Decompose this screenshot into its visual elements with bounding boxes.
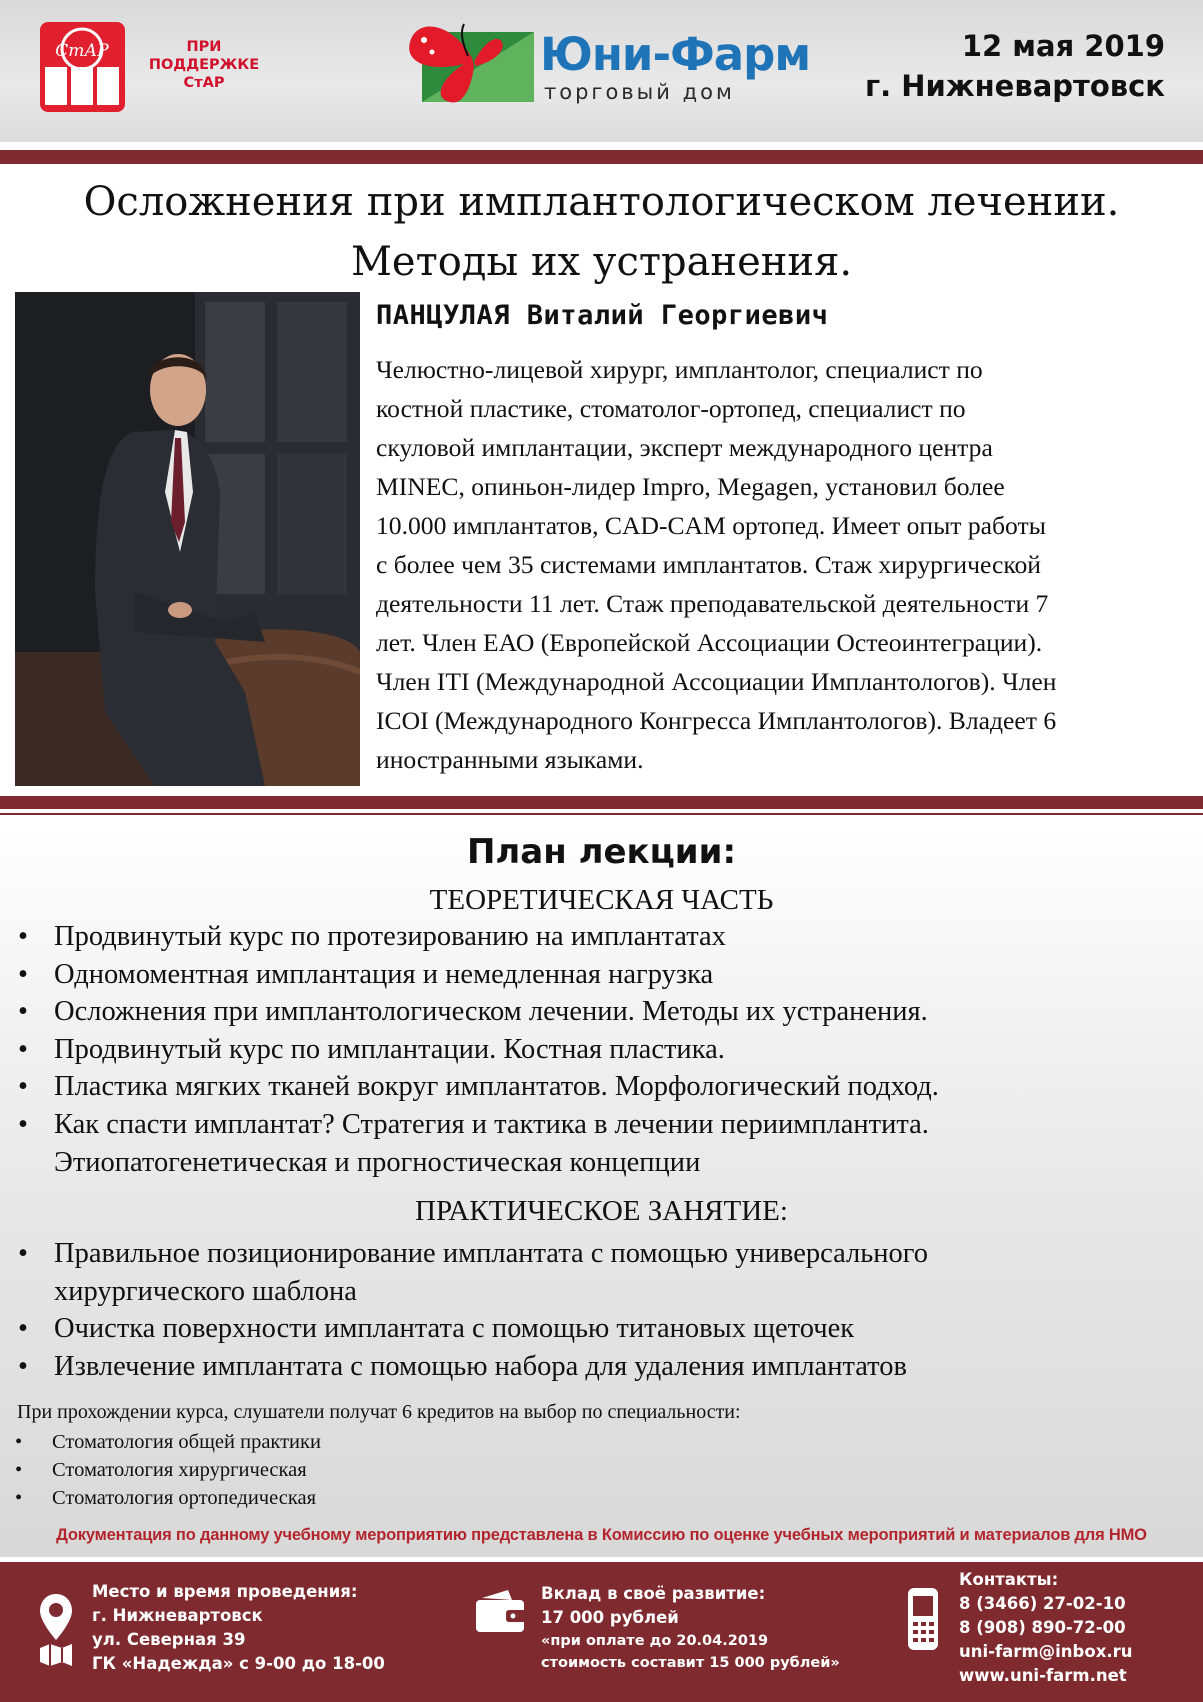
event-city: г. Нижневартовск [864,69,1165,103]
star-logo-icon [40,22,125,112]
butterfly-logo-icon [402,12,538,112]
venue-line: г. Нижневартовск [92,1606,263,1625]
bio-line: ICOI (Международного Конгресса Имплантологов). Владеет 6 [376,706,1057,735]
list-item: • Очистка поверхности имплантата с помощью титановых щеточек [18,1310,1188,1348]
list-item: • Как спасти имплантат? Стратегия и тактика в лечении периимплантита. Этиопатогенетическая и прогностическая концепции [18,1106,1188,1181]
lecture-title-line: Методы их устранения. [350,239,853,285]
contacts-info [959,1568,1132,1688]
list-item: • Правильное позиционирование имплантата с помощью универсального хирургического шаблона [18,1235,1188,1310]
page-footer [0,1562,1203,1702]
bio-line: иностранными языками. [376,745,644,774]
venue-info [92,1580,385,1676]
theory-heading: ТЕОРЕТИЧЕСКАЯ ЧАСТЬ [429,884,774,916]
list-item: • Извлечение имплантата с помощью набора для удаления имплантатов [18,1348,1188,1386]
speaker-name: ПАНЦУЛАЯ Виталий Георгиевич [376,300,829,331]
page-header [0,0,1203,142]
lecture-title [0,172,1203,292]
theory-list [18,918,1188,1181]
venue-label: Место и время проведения: [92,1582,358,1601]
brand-subtitle: торговый дом [544,80,735,104]
list-item: • Продвинутый курс по протезированию на имплантатах [18,918,1188,956]
list-item: • Осложнения при имплантологическом лечении. Методы их устранения. [18,993,1188,1031]
list-item: • Стоматология общей практики [15,1428,321,1456]
bio-line: скуловой имплантации, эксперт международного центра [376,433,993,462]
venue-line: ул. Северная 39 [92,1630,246,1649]
fee-label: Вклад в своё развитие: [541,1584,766,1603]
wallet-icon [474,1588,526,1634]
bio-line: костной пластике, стоматолог-ортопед, специалист по [376,394,966,423]
list-item: • Стоматология хирургическая [15,1456,321,1484]
list-item: • Стоматология ортопедическая [15,1484,321,1512]
lecture-title-line: Осложнения при имплантологическом лечении. [83,179,1120,225]
list-item: • Пластика мягких тканей вокруг имплантатов. Морфологический подход. [18,1068,1188,1106]
support-text: ПРИ ПОДДЕРЖКЕ СтАР [148,39,260,91]
top-divider [0,150,1203,164]
location-pin-icon [38,1592,74,1668]
bio-line: 10.000 имплантатов, CAD-CAM ортопед. Имеет опыт работы [376,511,1046,540]
svg-text:СтАР: СтАР [55,41,109,61]
venue-line: ГК «Надежда» с 9-00 до 18-00 [92,1654,385,1673]
bio-line: MINEC, опиньон-лидер Impro, Megagen, установил более [376,472,1005,501]
brand-name: Юни-Фарм [540,28,811,81]
list-item: • Одномоментная имплантация и немедленная нагрузка [18,956,1188,994]
phone-number[interactable]: 8 (3466) 27-02-10 [959,1594,1126,1613]
phone-number[interactable]: 8 (908) 890-72-00 [959,1618,1126,1637]
website-link[interactable]: www.uni-farm.net [959,1666,1127,1685]
credits-list [15,1428,321,1512]
practice-list [18,1235,1188,1385]
speaker-bio [376,350,1191,779]
email-link[interactable]: uni-farm@inbox.ru [959,1642,1133,1661]
bio-line: Челюстно-лицевой хирург, имплантолог, специалист по [376,355,983,384]
fee-note-line: «при оплате до 20.04.2019 [541,1633,769,1649]
bio-line: деятельности 11 лет. Стаж преподавательской деятельности 7 [376,589,1049,618]
bio-line: с более чем 35 системами имплантатов. Стаж хирургической [376,550,1041,579]
mobile-phone-icon [906,1586,940,1652]
event-date-location [865,26,1165,106]
fee-note-line: стоимость составит 15 000 рублей» [541,1655,840,1671]
fee-amount: 17 000 рублей [541,1608,679,1627]
credits-intro: При прохождении курса, слушатели получат 6 кредитов на выбор по специальности: [17,1401,741,1423]
list-item: • Продвинутый курс по имплантации. Костная пластика. [18,1031,1188,1069]
nmo-note: Документация по данному учебному мероприятию представлена в Комиссию по оценке учебных мероприятий и материалов для НМО [56,1526,1147,1544]
contacts-label: Контакты: [959,1570,1059,1589]
middle-divider-thin [0,813,1203,815]
speaker-photo [15,292,360,786]
fee-info [541,1582,840,1674]
bio-line: лет. Член ЕАО (Европейской Ассоциации Остеоинтеграции). [376,628,1043,657]
bio-line: Член ITI (Международной Ассоциации Имплантологов). Член [376,667,1057,696]
plan-heading: План лекции: [466,832,737,872]
practice-heading: ПРАКТИЧЕСКОЕ ЗАНЯТИЕ: [415,1195,788,1227]
event-date: 12 мая 2019 [961,29,1165,63]
middle-divider [0,796,1203,809]
